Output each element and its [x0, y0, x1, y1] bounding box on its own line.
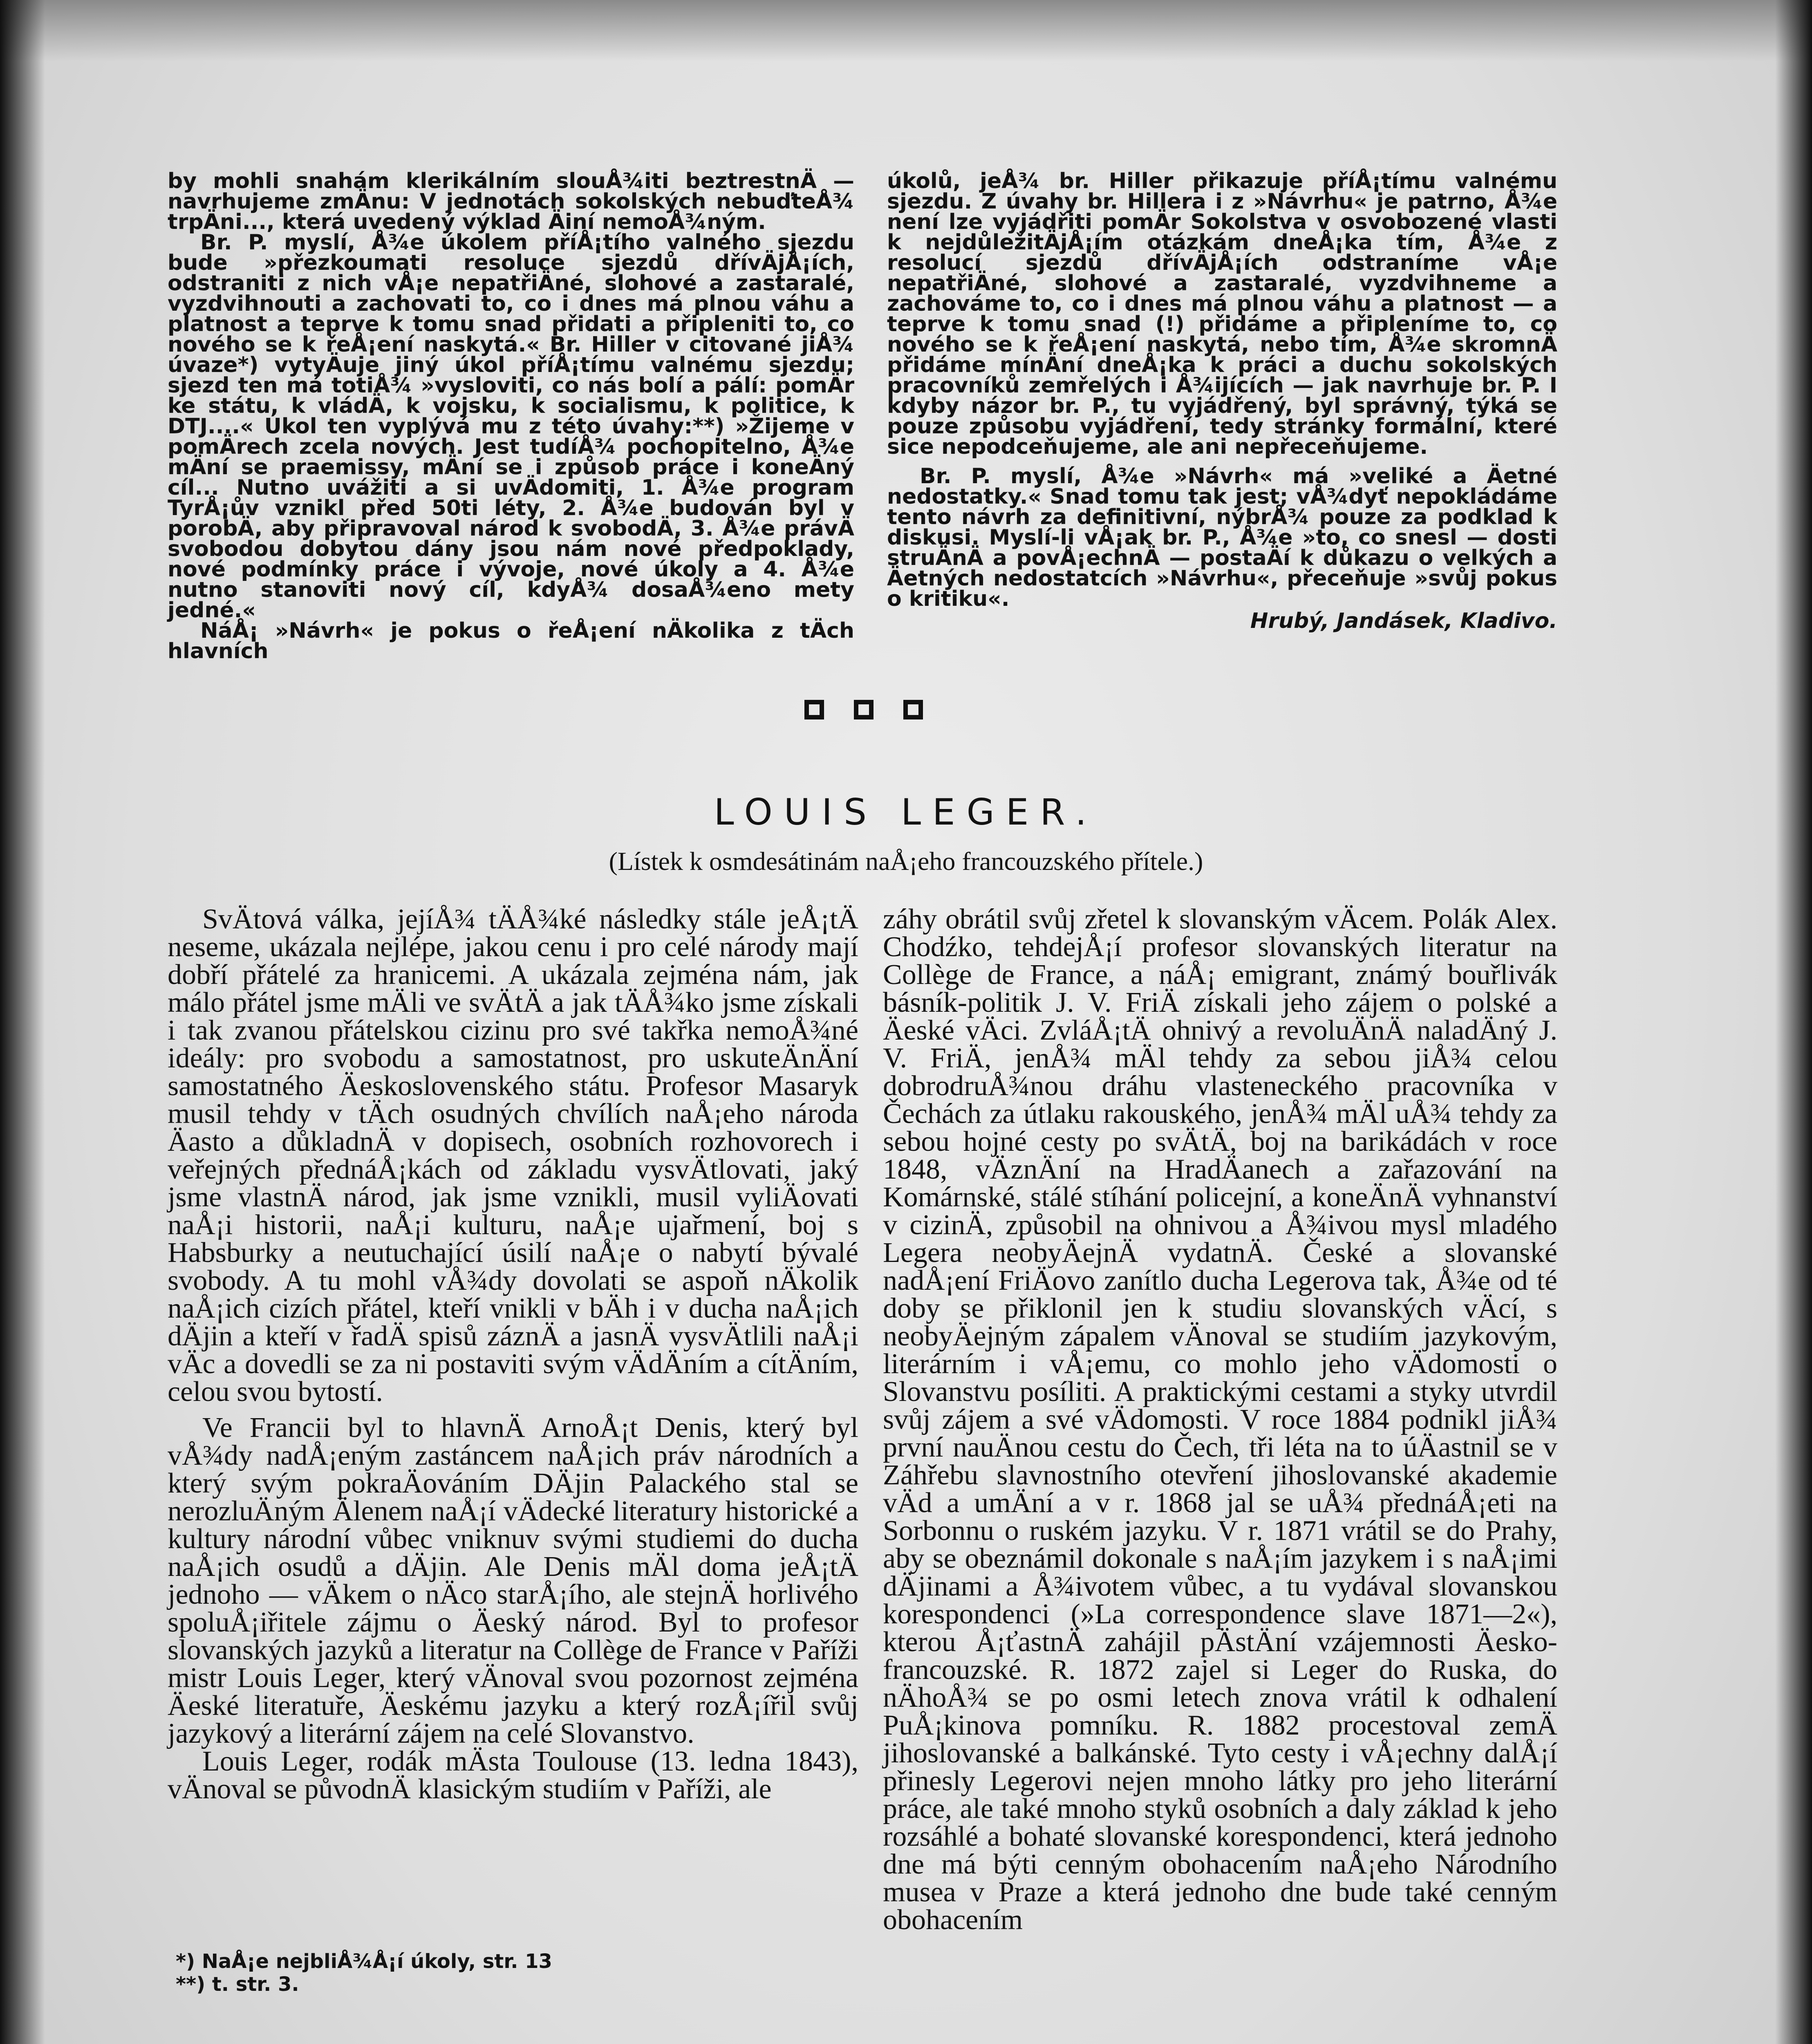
article-title: LOUIS LEGER.: [714, 791, 1098, 833]
footnotes: [176, 1950, 707, 1996]
paragraph: Br. P. myslí, Å¾e »Návrh« má »veliké a Äetné nedostatky.« Snad tomu tak jest; vÅ¾dyť nepokládáme tento návrh za definitivní, nýbrÅ¾ pouze za podklad k diskusi. Myslí-li vÅ¡ak br. P., Å¾e »to, co snesl — dosti struÄnÄ a povÅ¡echnÄ — postaÄí k důkazu o velkých a Äetných nedostatcích »Návrhu«, přeceňuje »svůj pokus o kritiku«.: [887, 464, 1557, 611]
square-ornament-icon: [854, 700, 874, 719]
paragraph: záhy obrátil svůj zřetel k slovanským vÄcem. Polák Alex. Chodźko, tehdejÅ¡í profesor slovanských literatur na Collège de France, a náÅ¡ emigrant, známý bouřlivák básník-politik J. V. FriÄ získali jeho zájem o polské a Äeské vÄci. ZvláÅ¡tÄ ohnivý a revoluÄnÄ naladÄný J. V. FriÄ, jenÅ¾ mÄl tehdy za sebou jiÅ¾ celou dobrodruÅ¾nou dráhu vlasteneckého pracovníka v Čechách za útlaku rakouského, jenÅ¾ mÄl uÅ¾ tehdy za sebou hojné cesty po svÄtÄ, boj na barikádách v roce 1848, vÄznÄní na HradÄanech a zařazování na Komárnské, stálé stíhání policejní, a koneÄnÄ vyhnanství v cizinÄ, způsobil na ohnivou a Å¾ivou mysl mladého Legera neobyÄejnÄ vydatnÄ. České a slovanské nadÅ¡ení FriÄovo zanítlo ducha Legerova tak, Å¾e od té doby se přiklonil jen k studiu slovanských vÄcí, s neobyÄejným zápalem vÄnoval se studiím jazykovým, literárním i vÅ¡emu, co mohlo jeho vÄdomosti o Slovanstvu posíliti. A praktickými cestami a styky utvrdil svůj zájem a své vÄdomosti. V roce 1884 podnikl jiÅ¾ první nauÄnou cestu do Čech, tři léta na to úÄastnil se v Záhřebu slavnostního otevření jihoslovanské akademie vÄd a umÄní a v r. 1868 jal se uÅ¾ přednáÅ¡eti na Sorbonnu o ruském jazyku. V r. 1871 vrátil se do Prahy, aby se obeznámil dokonale s naÅ¡ím jazykem i s naÅ¡imi dÄjinami a Å¾ivotem vůbec, a tu vydával slovanskou korespondenci (»La correspondence slave 1871—2«), kterou Å¡ťastnÄ zahájil pÄstÄní vzájemnosti Äesko-francouzské. R. 1872 zajel si Leger do Ruska, do nÄhoÅ¾ se po osmi letech znova vrátil k odhalení PuÅ¡kinova pomníku. R. 1882 procestoval zemÄ jihoslovanské a balkánské. Tyto cesty i vÅ¡echny dalÅ¡í přinesly Legerovi nejen mnoho látky pro jeho literární práce, ale také mnoho styků osobních a daly základ k jeho rozsáhlé a bohaté slovanské korespondenci, která jednoho dne má býti cenným obohacením naÅ¡eho Národního musea v Praze a která jednoho dne bude také cenným obohacením: [883, 903, 1557, 1936]
paragraph: by mohli snahám klerikálním slouÅ¾iti beztrestnÄ — navrhujeme zmÄnu: V jednotách sokolských nebuďteÅ¾ trpÄni..., která uvedený výklad Äiní nemoÅ¾ným.: [168, 169, 854, 234]
paragraph: NáÅ¡ »Návrh« je pokus o řeÅ¡ení nÄkolika z tÄch hlavních: [168, 619, 854, 663]
top-right-column: [887, 171, 1557, 631]
top-left-column: [168, 171, 854, 661]
square-ornament-icon: [903, 700, 923, 719]
footnote: *) NaÅ¡e nejbliÅ¾Å¡í úkoly, str. 13: [176, 1950, 552, 1973]
paragraph: SvÄtová válka, jejíÅ¾ tÄÅ¾ké následky stále jeÅ¡tÄ neseme, ukázala nejlépe, jakou cenu i pro celé národy mají dobří přátelé za hranicemi. A ukázala zejména nám, jak málo přátel jsme mÄli ve svÄtÄ a jak tÄÅ¾ko jsme získali i tak zvanou přátelskou cizinu pro své takřka nemoÅ¾né ideály: pro svobodu a samostatnost, pro uskuteÄnÄní samostatného Äeskoslovenského státu. Profesor Masaryk musil tehdy v tÄch osudných chvílích naÅ¡eho národa Äasto a důkladnÄ v dopisech, osobních rozhovorech i veřejných přednáÅ¡kách od základu vysvÄtlovati, jaký jsme vlastnÄ národ, jak jsme vznikli, musil vyliÄovati naÅ¡i historii, naÅ¡i kulturu, naÅ¡e ujařmení, boj s Habsburky a neutuchající úsilí naÅ¡e o nabytí bývalé svobody. A tu mohl vÅ¾dy dovolati se aspoň nÄkolik naÅ¡ich cizích přátel, kteří vnikli v bÄh i v ducha naÅ¡ich dÄjin a kteří v řadÄ spisů záznÄ a jasnÄ vysvÄtlili naÅ¡i vÄc a dovedli se za ni postaviti svým vÄdÄním a cítÄním, celou svou bytostí.: [168, 903, 858, 1407]
paragraph: úkolů, jeÅ¾ br. Hiller přikazuje příÅ¡tímu valnému sjezdu. Z úvahy br. Hillera i z »Návrhu« je patrno, Å¾e není lze vyjádřiti pomÄr Sokolstva v osvobozené vlasti k nejdůležitÄjÅ¡ím otázkám dneÅ¡ka tím, Å¾e z resolucí sjezdů dřívÄjÅ¡ích odstraníme vÅ¡e nepatřiÄné, slohové a zastaralé, vyzdvihneme a zachováme to, co i dnes má plnou váhu a platnost — a teprve k tomu snad (!) přidáme a připleníme to, co nového se k řeÅ¡ení naskytá, nebo tím, Å¾e skromnÄ přidáme mínÄní dneÅ¡ka k práci a duchu sokolských pracovníků zemřelých i Å¾ijících — jak navrhuje br. P. I kdyby názor br. P., tu vyjádřený, byl správný, týká se pouze způsobu vyjádření, tedy stránky formální, které sice nepodceňujeme, ale ani nepřeceňujeme.: [887, 169, 1557, 459]
scan-border-left: [0, 0, 45, 2044]
paragraph: Br. P. myslí, Å¾e úkolem příÅ¡tího valného sjezdu bude »přezkoumati resoluce sjezdů dřívÄjÅ¡ích, odstraniti z nich vÅ¡e nepatřiÄné, slohové a zastaralé, vyzdvihnouti a zachovati to, co i dnes má plnou váhu a platnost a teprve k tomu snad přidati a připleniti to, co nového se k řeÅ¡ení naskytá.« Br. Hiller v citované jiÅ¾ úvaze*) vytyÄuje jiný úkol příÅ¡tímu valnému sjezdu; sjezd ten má totiÅ¾ »vysloviti, co nás bolí a pálí: pomÄr ke státu, k vládÄ, k vojsku, k socialismu, k politice, k DTJ....« Úkol ten vyplývá mu z této úvahy:**) »Žijeme v pomÄrech zcela nových. Jest tudíÅ¾ pochopitelno, Å¾e mÄní se praemissy, mÄní se i způsob práce i koneÄný cíl... Nutno uvážiti a si uvÄdomiti, 1. Å¾e program TyrÅ¡ův vznikl před 50ti léty, 2. Å¾e budován byl v porobÄ, aby připravoval národ k svobodÄ, 3. Å¾e právÄ svobodou dobytou dány jsou nám nové předpoklady, nové podmínky práce i vývoje, nové úkoly a 4. Å¾e nutno stanoviti nový cíl, kdyÅ¾ dosaÅ¾eno mety jedné.«: [168, 230, 854, 623]
paragraph: Ve Francii byl to hlavnÄ ArnoÅ¡t Denis, který byl vÅ¾dy nadÅ¡eným zastáncem naÅ¡ich práv národních a který svým pokraÄováním DÄjin Palackého stal se nerozluÄným Älenem naÅ¡í vÄdecké literatury historické a kultury národní vůbec vniknuv svými studiemi do ducha naÅ¡ich osudů a dÄjin. Ale Denis mÄl doma jeÅ¡tÄ jednoho — vÄkem o nÄco starÅ¡ího, ale stejnÄ horlivého spoluÅ¡iřitele zájmu o Äeský národ. Byl to profesor slovanských jazyků a literatur na Collège de France v Paříži mistr Louis Leger, který vÄnoval svou pozornost zejména Äeské literatuře, Äeskému jazyku a který rozÅ¡ířil svůj jazykový a literární zájem na celé Slovanstvo.: [168, 1412, 858, 1749]
article-left-column: [168, 905, 858, 1803]
paragraph: Louis Leger, rodák mÄsta Toulouse (13. ledna 1843), vÄnoval se původnÄ klasickým studiím v Paříži, ale: [168, 1746, 858, 1805]
scan-shadow-top: [0, 0, 1812, 61]
square-ornament-icon: [804, 700, 824, 719]
article-subtitle: (Lístek k osmdesátinám naÅ¡eho francouzského přítele.): [609, 847, 1203, 876]
signature: Hrubý, Jandásek, Kladivo.: [1250, 609, 1557, 633]
scan-border-right: [1775, 0, 1812, 2044]
footnote: **) t. str. 3.: [176, 1973, 299, 1996]
section-divider: [804, 700, 923, 728]
article-right-column: [883, 905, 1557, 1934]
